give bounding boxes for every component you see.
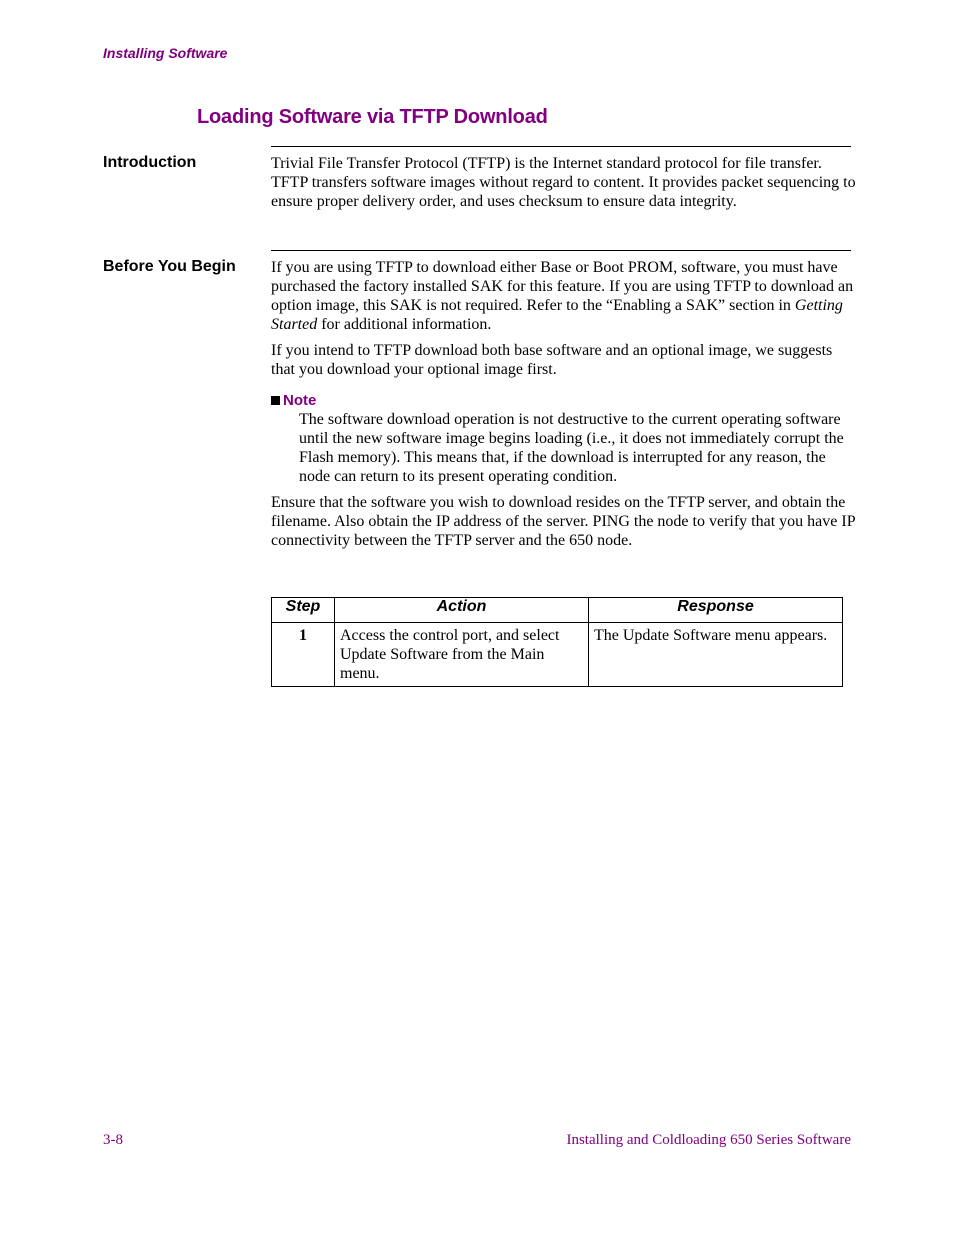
footer-title: Installing and Coldloading 650 Series Software — [566, 1132, 851, 1148]
procedure-table — [271, 597, 843, 687]
step-action: Access the control port, and select Update Software from the Main menu. — [335, 623, 589, 687]
page-number: 3-8 — [103, 1132, 123, 1148]
intro-text: Trivial File Transfer Protocol (TFTP) is the Internet standard protocol for file transfer. TFTP transfers software images without regard to content. It provides packet sequencing to ensure proper delivery order, and uses checksum to ensure data integrity. — [271, 155, 856, 210]
running-head: Installing Software — [103, 45, 228, 61]
column-header-response: Response — [589, 598, 843, 623]
table-header-row — [272, 598, 843, 623]
before-paragraph-1: If you are using TFTP to download either Base or Boot PROM, software, you must have purchased the factory installed SAK for this feature. If you are using TFTP to download an option image, this SAK is not required. Refer to the “Enabling a SAK” section in Getting Started for additional information. — [271, 259, 854, 333]
divider — [271, 146, 851, 147]
before-paragraph-2: If you intend to TFTP download both base software and an optional image, we suggests that you download your optional image first. — [271, 342, 833, 378]
before-paragraph-3: Ensure that the software you wish to download resides on the TFTP server, and obtain the filename. Also obtain the IP address of the server. PING the node to verify that you have IP connectivity between the TFTP server and the 650 node. — [271, 494, 856, 549]
table-row — [272, 623, 843, 687]
divider — [271, 250, 851, 251]
before-heading: Before You Begin — [103, 258, 236, 275]
column-header-action: Action — [335, 598, 589, 623]
book-title: Getting Started — [271, 297, 843, 333]
section-title: Loading Software via TFTP Download — [197, 106, 548, 128]
step-number: 1 — [272, 623, 335, 687]
intro-heading: Introduction — [103, 154, 197, 171]
note-text: The software download operation is not destructive to the current operating software until the new software image begins loading (i.e., it does not immediately corrupt the Flash memory). This means that, if the download is interrupted for any reason, the node can return to its present operating condition. — [299, 411, 844, 485]
step-response: The Update Software menu appears. — [589, 623, 843, 687]
column-header-step: Step — [272, 598, 335, 623]
note-heading: Note — [271, 392, 316, 409]
bullet-square-icon — [271, 396, 280, 405]
